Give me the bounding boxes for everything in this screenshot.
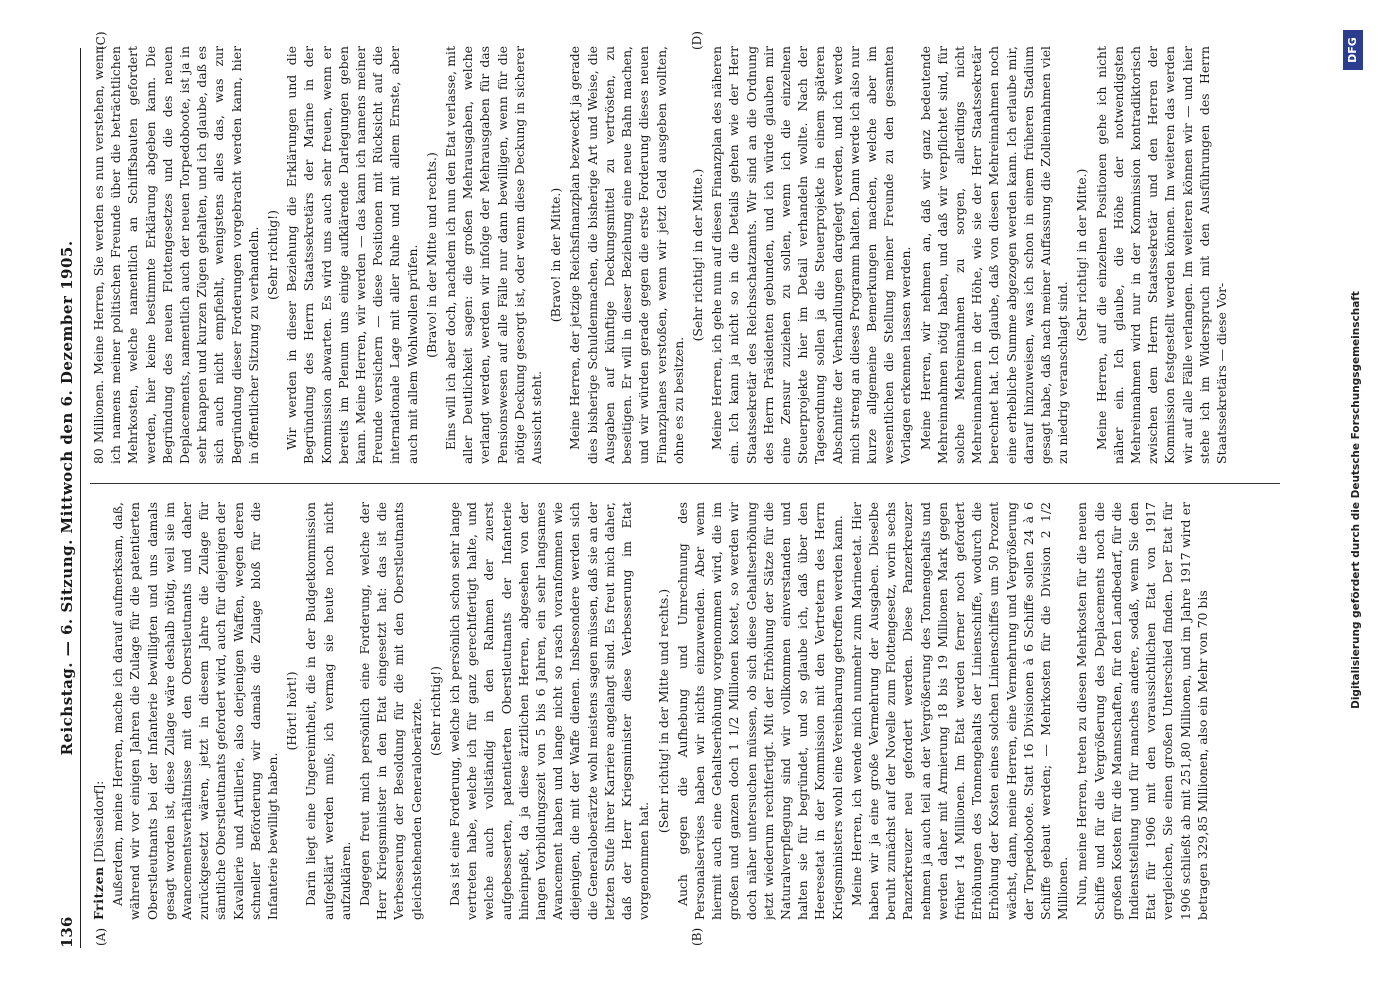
- paragraph: Darin liegt eine Ungereimtheit, die in der Budgetkommission aufgeklärt werden muß; ich vermag sie heute noch nicht aufzuklären.: [303, 502, 353, 920]
- right-column: [90, 46, 1280, 464]
- paragraph: Meine Herren, auf die einzelnen Positionen gehe ich nicht näher ein. Ich glaube, die Höhe der notwendigsten Mehreinnahmen wird nur in der Kommission kontradiktorisch zwischen dem Herrn Staatssekretär und den Herren der Kommission festgestellt werden können. Im weiteren das werden wir auf alle Fälle verlangen. Im weiteren können wir — und hier stehe ich im Widerspruch mit den Ausführungen des Herrn Staatssekretärs — diese Vor-: [1093, 46, 1229, 464]
- speaker-name: Fritzen: [91, 866, 106, 920]
- interjection: (Sehr richtig!): [265, 210, 281, 300]
- page-header: [56, 48, 81, 948]
- paragraph: Nun, meine Herren, treten zu diesen Mehrkosten für die neuen Schiffe und für die Vergrößerung des Deplacements noch die großen Kosten für die Mannschaften, für den Landbedarf, für die Indienststellung und für manches andere, sodaß, wenn Sie den Etat für 1906 mit den voraussichtlichen Etat von 1917 vergleichen, Sie einen großen Unterschied finden. Der Etat für 1906 schließt ab mit 251,80 Millionen, und im Jahre 1917 wird er betragen 329,85 Millionen, also ein Mehr von 70 bis: [1074, 502, 1210, 920]
- paragraph: Wir werden in dieser Beziehung die Erklärungen und die Begründung des Herrn Staatssekretärs der Marine in der Kommission abwarten. Es wird uns auch sehr freuen, wenn er bereits im Plenum uns einige aufklärende Darlegungen geben kann. Meine Herren, wir werden — das kann ich namens meiner Freunde versichern — diese Positionen mit Rücksicht auf die internationale Lage mit aller Ruhe und mit allem Ernste, aber auch mit allem Wohlwollen prüfen.: [284, 46, 420, 464]
- left-column: [90, 502, 1280, 920]
- interjection: (Bravo! in der Mitte und rechts.): [423, 152, 439, 358]
- interjection: (Sehr richtig! in der Mitte.): [689, 168, 705, 342]
- interjection: (Sehr richtig! in der Mitte.): [1074, 168, 1090, 342]
- column-divider: [90, 483, 1280, 484]
- margin-mark-a: (A): [94, 927, 108, 946]
- margin-mark-b: (B): [690, 927, 704, 946]
- paragraph: Dagegen freut mich persönlich eine Forderung, welche der Herr Kriegsminister in den Etat eingesetzt hat: das ist die Verbesserung der Besoldung für die mit den Oberstleutnants gleichstehenden Generaloberärzte.: [357, 502, 424, 920]
- page-number: 136: [58, 916, 76, 948]
- interjection: (Sehr richtig!): [427, 666, 443, 756]
- paragraph: Meine Herren, ich wende mich nunmehr zum Marineetat. Hier haben wir ja eine große Vermehrung der Ausgaben. Dieselbe beruht zunächst auf der Novelle zum Flottengesetz, worin sechs Panzerkreuzer neu gefordert werden. Diese Panzerkreuzer nehmen ja auch teil an der Vergrößerung des Tonnengehalts und werden daher mit Armierung 18 bis 19 Millionen Mark gegen früher 14 Millionen. Im Etat werden ferner noch gefordert Erhöhungen des Tonnengehalts der Linienschiffe, wodurch die Erhöhung der Kosten eines solchen Linienschiffes um 50 Prozent wächst, dann, meine Herren, eine Vermehrung und Vergrößerung der Torpedoboote. Statt 16 Divisionen à 6 Schiffe sollen 24 à 6 Schiffe gebaut werden; — Mehrkosten für die Division 2 1/2 Millionen.: [848, 502, 1071, 920]
- digitization-credit: Digitalisierung gefördert durch die Deutsche Forschungsgemeinschaft: [1350, 291, 1362, 709]
- paragraph: Meine Herren, ich gehe nun auf diesen Finanzplan des näheren ein. Ich kann ja nicht so in die Details gehen wie der Herr Staatssekretär des Reichsschatzamts. Wir sind an die Ordnung des Herrn Präsidenten gebunden, und ich würde glauben mir eine Zensur zuziehen zu sollen, wenn ich die einzelnen Steuerprojekte hier im Detail verhandeln wollte. Nach der Tagesordnung sollen ja die Steuerprojekte in einem späteren Abschnitte der Verhandlungen dargelegt werden, und ich werde mich streng an dieses Programm halten. Dann werde ich also nur kurze allgemeine Bemerkungen machen, welche aber im wesentlichen die Stellung meiner Freunde zu den gesamten Vorlagen erkennen lassen werden.: [709, 46, 914, 464]
- margin-mark-d: (D): [690, 31, 704, 50]
- paragraph: Das ist eine Forderung, welche ich persönlich schon sehr lange vertreten habe, welche ich für ganz gerechtfertigt halte, und welche auch vollständig in den Rahmen der zuerst aufgebesserten, patentierten Oberstleutnants der Infanterie hineinpaßt, da ja diese ärztlichen Herren, abgesehen von der langen Vorbildungszeit von 5 bis 6 Jahren, ein sehr langsames Avancement haben und lange nicht so rasch voranfommen wie diejenigen, die mit der Waffe dienen. Insbesondere werden sich die Generaloberärzte wohl meistens sagen müssen, daß sie an der letzten Stufe ihrer Karriere angelangt sind. Es freut mich daher, daß der Herr Kriegsminister diese Verbesserung im Etat vorgenommen hat.: [447, 502, 652, 920]
- dfg-logo: DFG: [1343, 30, 1363, 70]
- paragraph: Außerdem, meine Herren, mache ich darauf aufmerksam, daß, während wir vor einigen Jahren die Zulage für die patentierten Oberstleutnants bei der Infanterie bewilligten und uns damals gesagt worden ist, diese Zulage wäre deshalb nötig, weil sie im Avancementsverhältnisse mit den Oberstleutnants und daher zurückgesetzt wären, jetzt in diesem Jahre die Zulage für sämtliche Oberstleutnants gefordert wird, auch für diejenigen der Kavallerie und Artillerie, also derjenigen Waffen, wegen deren schneller Beförderung wir damals die Zulage bloß für die Infanterie bewilligt haben.: [110, 502, 281, 920]
- interjection: (Sehr richtig! in der Mitte und rechts.): [655, 588, 671, 834]
- paragraph: Meine Herren, wir nehmen an, daß wir ganz bedeutende Mehreinnahmen nötig haben, und daß wir verpflichtet sind, für solche Mehreinnahmen zu sorgen, allerdings nicht Mehreinnahmen in der Höhe, wie sie der Herr Staatssekretär berechnet hat. Ich glaube, daß von diesen Mehreinnahmen noch eine erhebliche Summe abgezogen werden kann. Ich erlaube mir, darauf hinzuweisen, was ich schon in einem früheren Stadium gesagt habe, daß nach meiner Auffassung die Zolleinnahmen viel zu niedrig veranschlagt sind.: [917, 46, 1071, 464]
- speaker-line: [90, 502, 107, 920]
- speaker-constituency: [Düsseldorf]:: [91, 780, 106, 867]
- margin-mark-c: (C): [94, 31, 108, 50]
- page-title: Reichstag. — 6. Sitzung. Mittwoch den 6. Dezember 1905.: [58, 240, 76, 756]
- interjection: (Bravo! in der Mitte.): [548, 187, 564, 323]
- paragraph: Eins will ich aber doch, nachdem ich nun den Etat verlasse, mit aller Deutlichkeit sagen: die großen Mehrausgaben, welche verlangt werden, werden wir infolge der Mehrausgaben für das Pensionswesen auf alle Fälle nur dann bewilligen, wenn für die nötige Deckung gesorgt ist, oder wenn diese Deckung in sicherer Aussicht steht.: [443, 46, 545, 464]
- paragraph: Auch gegen die Aufhebung und Umrechnung des Personalservises haben wir nichts einzuwenden. Aber wenn hiermit auch eine Gehaltserhöhung vorgenommen wird, die im großen und ganzen doch 1 1/2 Millionen kostet, so werden wir doch näher untersuchen müssen, ob sich diese Gehaltserhöhung jetzt wiederum rechtfertigt. Mit der Erhöhung der Sätze für die Naturalverpflegung sind wir vollkommen einverstanden und halten sie für begründet, und so glaube ich, daß über den Heeresetat in der Kommission mit den Vertretern des Herrn Kriegsministers wohl eine Vereinbarung getroffen werden kann.: [674, 502, 845, 920]
- paragraph: 80 Millionen. Meine Herren, Sie werden es nun verstehen, wenn ich namens meiner politischen Freunde über die beträchtlichen Mehrkosten, welche namentlich an Schiffsbauten gefordert werden, hier keine bestimmte Erklärung abgeben kann. Die Begründung des neuen Flottengesetzes und die des neuen Deplacements, namentlich auch der neuen Torpedoboote, ist ja in sehr knappen und kurzen Zügen gehalten, und ich glaube, daß es sich auch nicht empfiehlt, wenigstens alles das, was zur Begründung dieser Forderungen vorgebracht werden kann, hier in öffentlicher Sitzung zu verhandeln.: [91, 46, 261, 464]
- paragraph: Meine Herren, der jetzige Reichsfinanzplan bezweckt ja gerade dies bisherige Schuldenmachen, die bisherige Art und Weise, die Ausgaben auf künftige Deckungsmittel zu vertrösten, zu beseitigen. Er will in dieser Beziehung eine neue Bahn machen, und wir würden gerade gegen die erste Forderung dieses neuen Finanzplanes verstoßen, wenn wir jetzt Geld ausgeben wollten, ohne es zu besitzen.: [567, 46, 686, 464]
- interjection: (Hört! hört!): [284, 671, 300, 751]
